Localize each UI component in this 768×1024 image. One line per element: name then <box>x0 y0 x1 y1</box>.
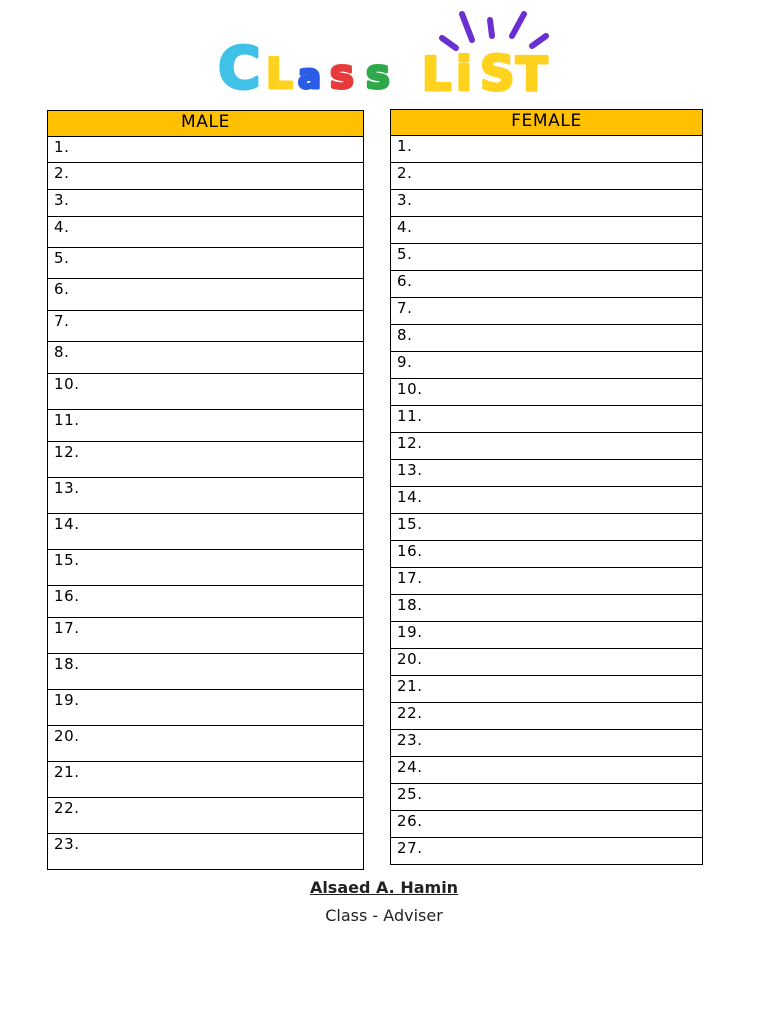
female-row-number[interactable]: 8. <box>391 325 703 352</box>
title-letter: s <box>330 52 354 98</box>
male-row-number[interactable]: 4. <box>48 217 364 248</box>
male-row-number[interactable]: 1. <box>48 137 364 163</box>
title-letter: S <box>480 46 515 102</box>
female-row <box>391 406 703 433</box>
female-row <box>391 649 703 676</box>
female-row-number[interactable]: 3. <box>391 190 703 217</box>
female-row-number[interactable]: 23. <box>391 730 703 757</box>
female-row <box>391 298 703 325</box>
male-row-number[interactable]: 6. <box>48 279 364 311</box>
female-header: FEMALE <box>391 110 703 136</box>
male-row <box>48 311 364 342</box>
male-header: MALE <box>48 111 364 137</box>
male-row <box>48 726 364 762</box>
female-row-number[interactable]: 13. <box>391 460 703 487</box>
male-row-number[interactable]: 23. <box>48 834 364 870</box>
male-row-number[interactable]: 10. <box>48 374 364 410</box>
female-row <box>391 568 703 595</box>
title-letter: L <box>266 49 293 98</box>
female-row-number[interactable]: 2. <box>391 163 703 190</box>
male-row <box>48 618 364 654</box>
male-row-number[interactable]: 3. <box>48 190 364 217</box>
male-row-number[interactable]: 15. <box>48 550 364 586</box>
female-row <box>391 217 703 244</box>
female-row <box>391 244 703 271</box>
female-row-number[interactable]: 26. <box>391 811 703 838</box>
male-row-number[interactable]: 21. <box>48 762 364 798</box>
female-row <box>391 190 703 217</box>
female-row-number[interactable]: 6. <box>391 271 703 298</box>
female-row-number[interactable]: 16. <box>391 541 703 568</box>
adviser-name: Alsaed A. Hamin <box>309 878 459 897</box>
title-letter: C <box>218 34 261 102</box>
female-row <box>391 352 703 379</box>
female-row-number[interactable]: 19. <box>391 622 703 649</box>
male-row <box>48 690 364 726</box>
female-row <box>391 271 703 298</box>
female-row-number[interactable]: 14. <box>391 487 703 514</box>
female-row <box>391 838 703 865</box>
male-row-number[interactable]: 20. <box>48 726 364 762</box>
female-row <box>391 379 703 406</box>
title-letter: T <box>516 47 548 101</box>
male-row-number[interactable]: 8. <box>48 342 364 374</box>
title-ray <box>532 36 546 46</box>
male-row <box>48 374 364 410</box>
male-row <box>48 550 364 586</box>
title-ray <box>462 14 472 40</box>
male-row <box>48 217 364 248</box>
title-letter: s <box>366 52 390 98</box>
female-row <box>391 514 703 541</box>
female-row <box>391 541 703 568</box>
male-row <box>48 163 364 190</box>
class-list-logo <box>210 6 570 102</box>
female-row-number[interactable]: 1. <box>391 136 703 163</box>
female-row-number[interactable]: 21. <box>391 676 703 703</box>
female-table <box>390 109 703 865</box>
female-row-number[interactable]: 22. <box>391 703 703 730</box>
male-row-number[interactable]: 18. <box>48 654 364 690</box>
male-row <box>48 442 364 478</box>
female-row <box>391 703 703 730</box>
male-row-number[interactable]: 17. <box>48 618 364 654</box>
female-row <box>391 784 703 811</box>
male-row-number[interactable]: 22. <box>48 798 364 834</box>
female-row-number[interactable]: 17. <box>391 568 703 595</box>
female-row <box>391 325 703 352</box>
title-letter: i <box>456 47 472 101</box>
female-row-number[interactable]: 27. <box>391 838 703 865</box>
title-letters <box>218 34 548 102</box>
male-row <box>48 137 364 163</box>
female-row-number[interactable]: 24. <box>391 757 703 784</box>
title-letter: L <box>422 47 452 101</box>
male-row-number[interactable]: 5. <box>48 248 364 279</box>
female-row-number[interactable]: 18. <box>391 595 703 622</box>
title-ray <box>490 20 492 36</box>
male-row <box>48 586 364 618</box>
female-row-number[interactable]: 4. <box>391 217 703 244</box>
female-row-number[interactable]: 12. <box>391 433 703 460</box>
male-row-number[interactable]: 7. <box>48 311 364 342</box>
female-row <box>391 676 703 703</box>
male-row <box>48 762 364 798</box>
title-letter: a <box>298 57 321 97</box>
female-row <box>391 433 703 460</box>
title-rays <box>442 14 546 48</box>
female-row <box>391 757 703 784</box>
female-row <box>391 163 703 190</box>
female-row-number[interactable]: 10. <box>391 379 703 406</box>
male-row-number[interactable]: 12. <box>48 442 364 478</box>
female-row <box>391 811 703 838</box>
female-row-number[interactable]: 11. <box>391 406 703 433</box>
female-row-number[interactable]: 9. <box>391 352 703 379</box>
female-row-number[interactable]: 15. <box>391 514 703 541</box>
male-row-number[interactable]: 14. <box>48 514 364 550</box>
female-row <box>391 487 703 514</box>
male-row <box>48 190 364 217</box>
male-row <box>48 248 364 279</box>
female-row <box>391 136 703 163</box>
male-row <box>48 410 364 442</box>
male-row <box>48 798 364 834</box>
female-row-number[interactable]: 20. <box>391 649 703 676</box>
male-row <box>48 834 364 870</box>
male-row <box>48 654 364 690</box>
title-ray <box>512 14 524 36</box>
male-row <box>48 342 364 374</box>
female-row <box>391 622 703 649</box>
male-row-number[interactable]: 16. <box>48 586 364 618</box>
male-row <box>48 279 364 311</box>
male-row-number[interactable]: 11. <box>48 410 364 442</box>
class-list-title <box>210 6 570 102</box>
adviser-role: Class - Adviser <box>325 906 443 925</box>
male-row <box>48 478 364 514</box>
female-row <box>391 730 703 757</box>
female-row-number[interactable]: 25. <box>391 784 703 811</box>
male-row-number[interactable]: 19. <box>48 690 364 726</box>
female-row-number[interactable]: 7. <box>391 298 703 325</box>
male-table <box>47 110 364 870</box>
male-row <box>48 514 364 550</box>
male-row-number[interactable]: 13. <box>48 478 364 514</box>
female-row <box>391 460 703 487</box>
male-row-number[interactable]: 2. <box>48 163 364 190</box>
female-row <box>391 595 703 622</box>
female-row-number[interactable]: 5. <box>391 244 703 271</box>
